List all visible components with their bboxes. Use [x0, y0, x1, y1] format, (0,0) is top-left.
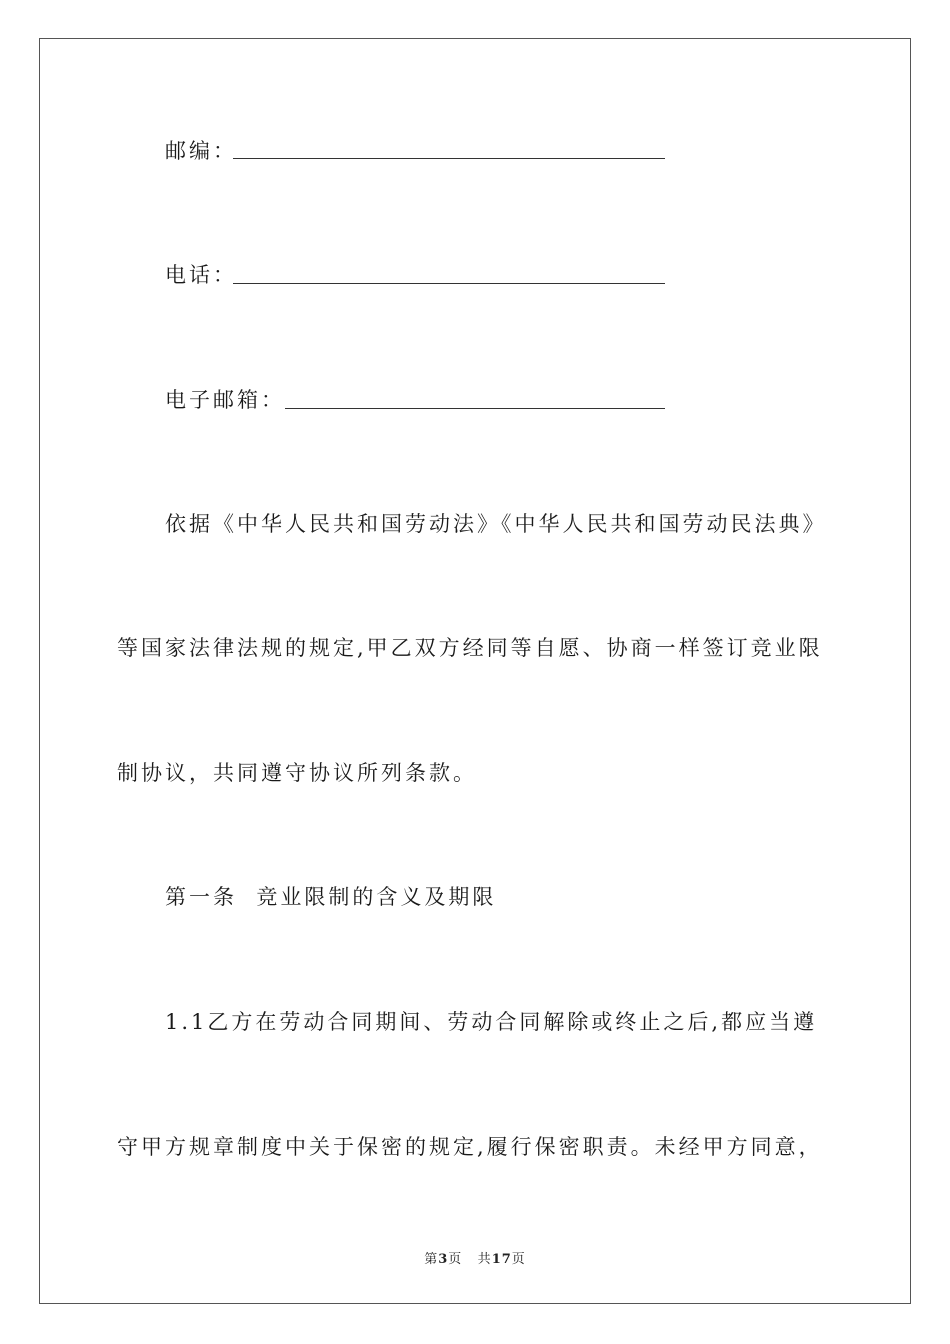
footer-page-total: 17 [491, 1252, 512, 1267]
email-blank-line[interactable] [285, 408, 665, 409]
phone-blank-line[interactable] [233, 283, 665, 284]
footer-page-prefix: 第 [424, 1252, 439, 1267]
email-field-row [165, 386, 285, 414]
intro-paragraph-line-2: 等国家法律法规的规定,甲乙双方经同等自愿、协商一样签订竞业限 [117, 636, 823, 660]
page-border [39, 38, 911, 1304]
postcode-field-row [165, 137, 237, 165]
email-label: 电子邮箱： [165, 388, 285, 412]
intro-paragraph-line-1: 依据《中华人民共和国劳动法》《中华人民共和国劳动民法典》 [165, 512, 827, 536]
intro-paragraph-line-3: 制协议，共同遵守协议所列条款。 [117, 761, 477, 785]
clause-1-1-line-2: 守甲方规章制度中关于保密的规定,履行保密职责。未经甲方同意， [117, 1135, 823, 1159]
phone-field-row [165, 261, 237, 289]
clause-1-1-line-1: 1.1乙方在劳动合同期间、劳动合同解除或终止之后,都应当遵 [165, 1010, 818, 1034]
footer-total-prefix: 共 [477, 1252, 492, 1267]
page-footer [0, 1248, 950, 1267]
phone-label: 电话： [165, 263, 237, 287]
footer-page-current: 3 [438, 1252, 449, 1267]
article-1-heading: 第一条 竞业限制的含义及期限 [165, 885, 497, 909]
postcode-blank-line[interactable] [233, 158, 665, 159]
footer-total-suffix: 页 [511, 1252, 526, 1267]
footer-page-suffix: 页 [448, 1252, 463, 1267]
postcode-label: 邮编： [165, 139, 237, 163]
